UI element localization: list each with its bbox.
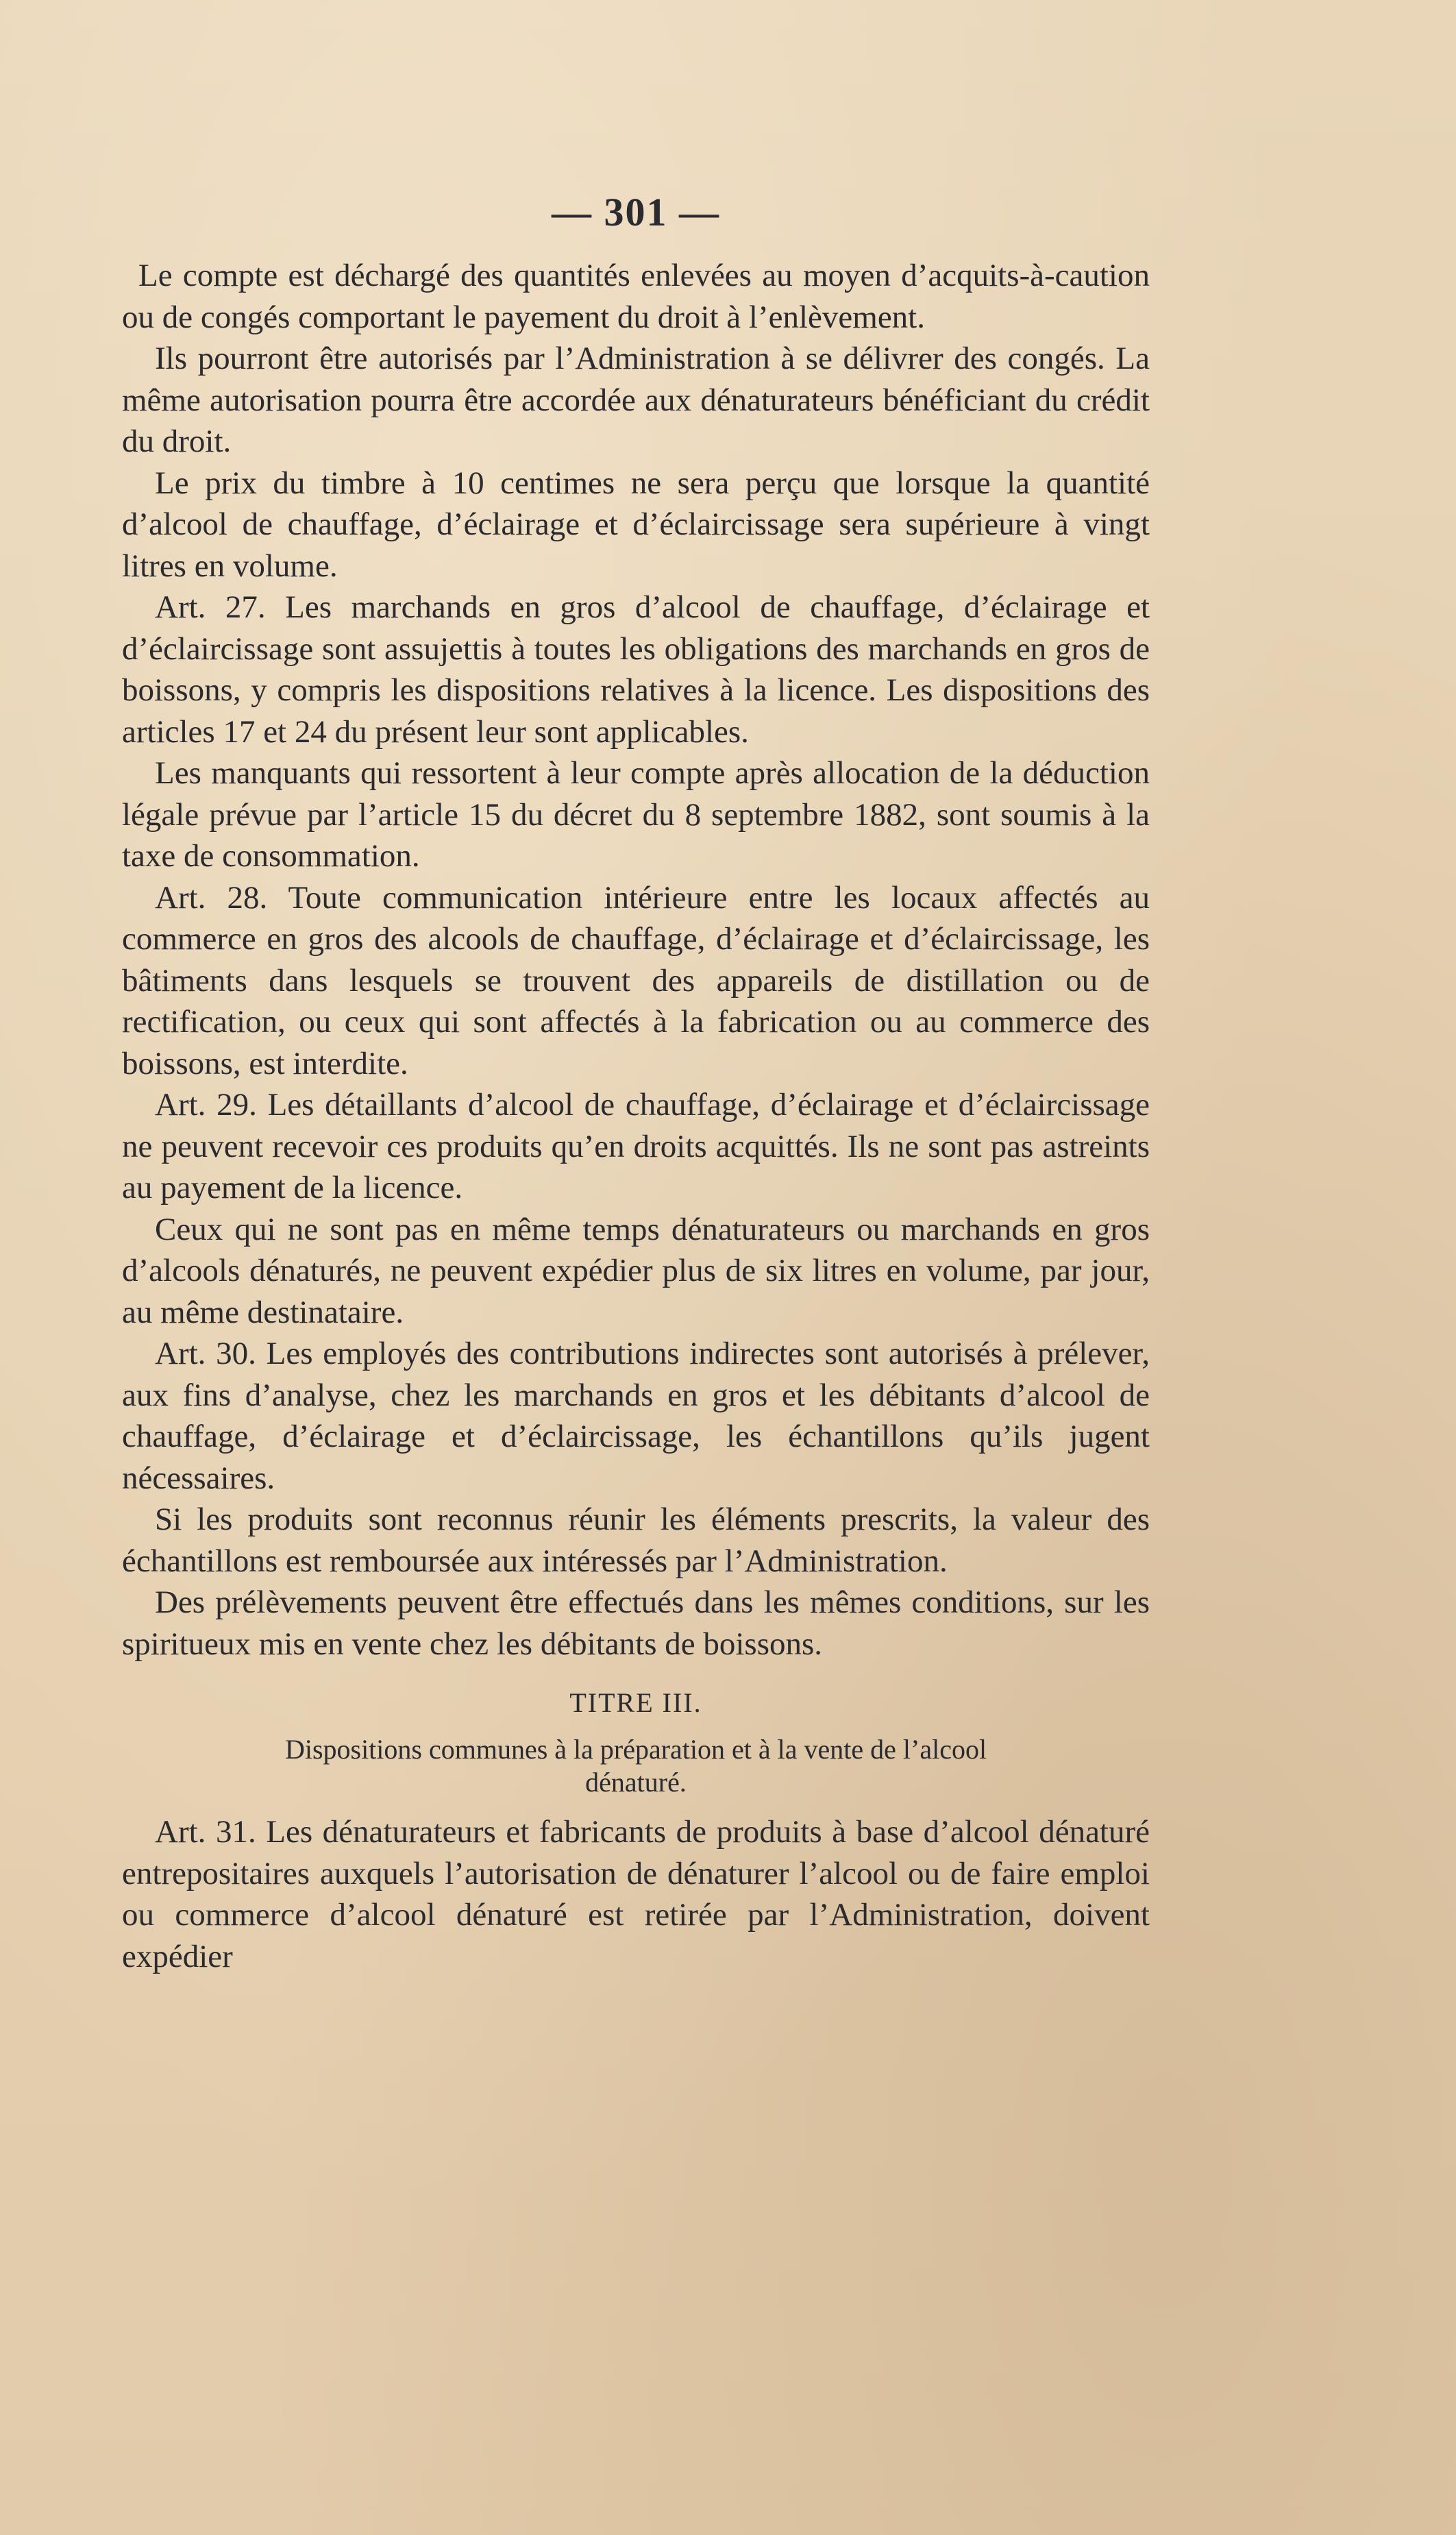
article-27: Art. 27. Les marchands en gros d’alcool de chauffage, d’éclairage et d’éclaircissage sont assujettis à toutes les obligations des marchands en gros de boissons, y compris les dispositions relatives à la licence. Les dispositions des articles 17 et 24 du présent leur sont applicables. bbox=[122, 589, 1150, 750]
article-29: Art. 29. Les détaillants d’alcool de chauffage, d’éclairage et d’éclaircissage ne peuvent recevoir ces produits qu’en droits acquittés. Ils ne sont pas astreints au payement de la licence. bbox=[122, 1087, 1150, 1205]
article-31: Art. 31. Les dénaturateurs et fabricants de produits à base d’alcool dénaturé entrepositaires auxquels l’autorisation de dénaturer l’alcool ou de faire emploi ou commerce d’alcool dénaturé est retirée par l’Administration, doivent expédier bbox=[122, 1814, 1150, 1974]
page-number: — 301 — bbox=[552, 190, 720, 234]
section-subtitle: Dispositions communes à la préparation et à la vente de l’alcool dénaturé. bbox=[284, 1734, 987, 1798]
article-28: Art. 28. Toute communication intérieure entre les locaux affectés au commerce en gros des alcools de chauffage, d’éclairage et d’éclaircissage, les bâtiments dans lesquels se trouvent des appareils de distillation ou de rectification, ou ceux qui sont affectés à la fabrication ou au commerce des boissons, est interdite. bbox=[122, 879, 1150, 1081]
section-title: TITRE III. bbox=[569, 1687, 702, 1718]
paragraph: Le prix du timbre à 10 centimes ne sera perçu que lorsque la quantité d’alcool de chauffage, d’éclairage et d’éclaircissage sera supérieure à vingt litres en volume. bbox=[122, 465, 1150, 584]
paragraph: Le compte est déchargé des quantités enlevées au moyen d’acquits-à-caution ou de congés comportant le payement du droit à l’enlèvement. bbox=[122, 258, 1150, 335]
article-30: Art. 30. Les employés des contributions indirectes sont autorisés à prélever, aux fins d’analyse, chez les marchands en gros et les débitants d’alcool de chauffage, d’éclairage et d’éclaircissage, les échantillons qu’ils jugent nécessaires. bbox=[122, 1336, 1150, 1496]
paragraph: Des prélèvements peuvent être effectués dans les mêmes conditions, sur les spiritueux mis en vente chez les débitants de boissons. bbox=[122, 1584, 1150, 1662]
paragraph: Les manquants qui ressortent à leur compte après allocation de la déduction légale prévue par l’article 15 du décret du 8 septembre 1882, sont soumis à la taxe de consommation. bbox=[122, 755, 1150, 874]
paragraph: Si les produits sont reconnus réunir les éléments prescrits, la valeur des échantillons est remboursée aux intéressés par l’Administration. bbox=[122, 1502, 1150, 1579]
paragraph: Ils pourront être autorisés par l’Administration à se délivrer des congés. La même autorisation pourra être accordée aux dénaturateurs bénéficiant du crédit du droit. bbox=[122, 341, 1150, 459]
paragraph: Ceux qui ne sont pas en même temps dénaturateurs ou marchands en gros d’alcools dénaturés, ne peuvent expédier plus de six litres en volume, par jour, au même destinataire. bbox=[122, 1211, 1150, 1330]
page-text bbox=[122, 185, 1150, 1977]
